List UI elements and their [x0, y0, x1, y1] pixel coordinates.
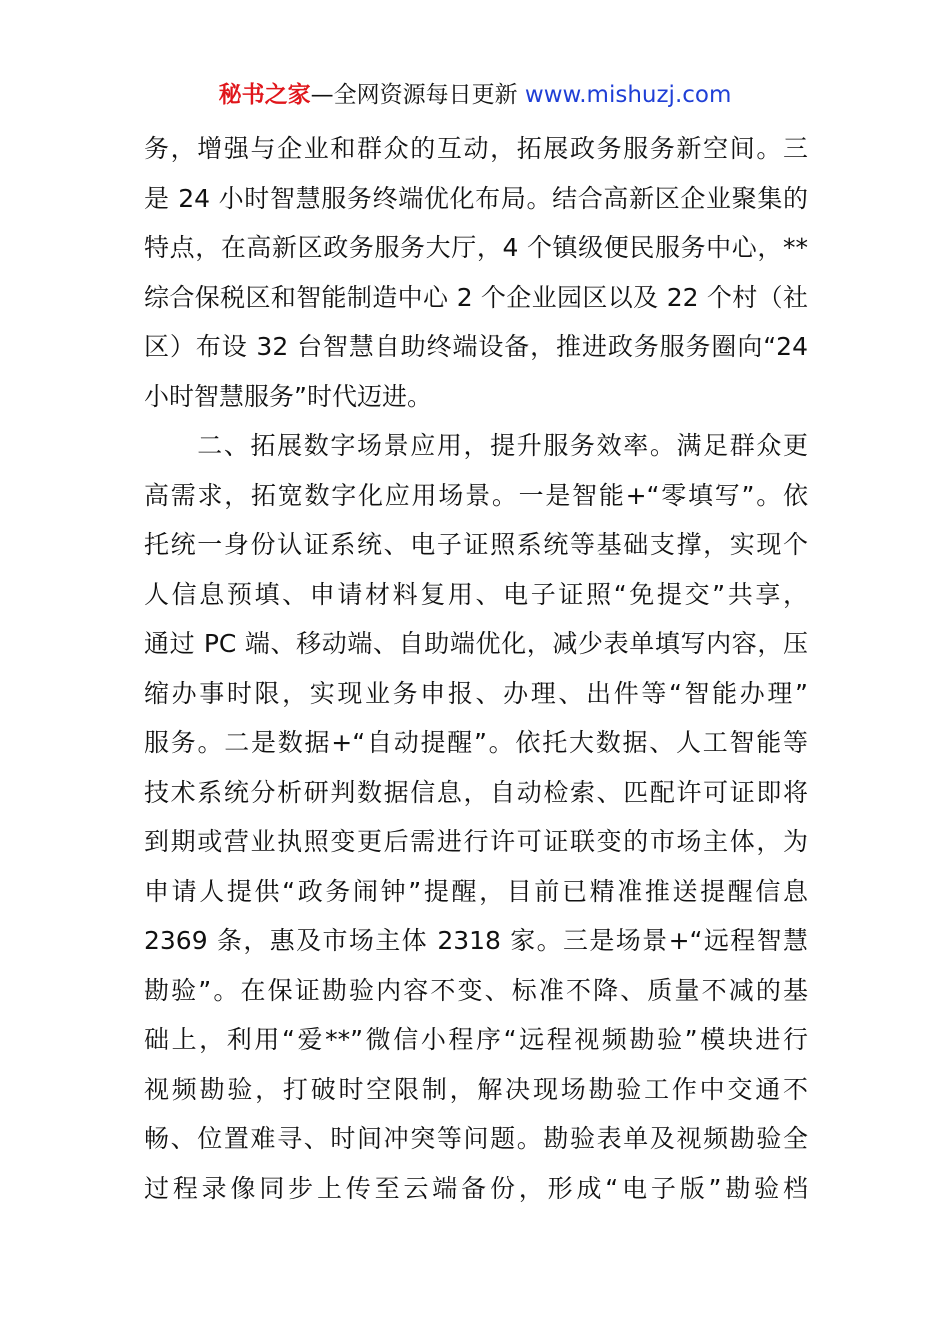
- text-line: 畅、位置难寻、时间冲突等问题。勘验表单及视频勘验全: [144, 1124, 808, 1153]
- text-line: 特点，在高新区政务服务大厅，4 个镇级便民服务中心，**: [144, 233, 808, 262]
- text-line: 础上，利用“爱**”微信小程序“远程视频勘验”模块进行: [144, 1025, 808, 1054]
- page-header: [0, 78, 950, 112]
- body-text: [144, 124, 808, 1213]
- text-line: 服务。二是数据+“自动提醒”。依托大数据、人工智能等: [144, 728, 808, 757]
- header-tagline: —全网资源每日更新: [310, 82, 525, 108]
- site-url-link[interactable]: www.mishuzj.com: [524, 82, 732, 108]
- text-line: 区）布设 32 台智慧自助终端设备，推进政务服务圈向“24: [144, 332, 808, 361]
- text-line: 到期或营业执照变更后需进行许可证联变的市场主体，为: [144, 827, 808, 856]
- text-line: 缩办事时限，实现业务申报、办理、出件等“智能办理”: [144, 678, 808, 708]
- text-line: 小时智慧服务”时代迈进。: [144, 381, 432, 411]
- text-line: 2369 条，惠及市场主体 2318 家。三是场景+“远程智慧: [144, 926, 808, 955]
- site-name: 秘书之家: [218, 82, 311, 108]
- text-line: 勘验”。在保证勘验内容不变、标准不降、质量不减的基: [144, 975, 808, 1005]
- text-line: 综合保税区和智能制造中心 2 个企业园区以及 22 个村（社: [144, 282, 808, 312]
- text-line: 是 24 小时智慧服务终端优化布局。结合高新区企业聚集的: [144, 183, 808, 213]
- text-line: 二、拓展数字场景应用，提升服务效率。满足群众更: [144, 431, 808, 460]
- text-line: 通过 PC 端、移动端、自助端优化，减少表单填写内容，压: [144, 629, 808, 658]
- text-line: 务，增强与企业和群众的互动，拓展政务服务新空间。三: [144, 134, 808, 163]
- text-line: 人信息预填、申请材料复用、电子证照“免提交”共享，: [144, 579, 808, 609]
- text-line: 技术系统分析研判数据信息，自动检索、匹配许可证即将: [144, 777, 808, 807]
- text-line: 视频勘验，打破时空限制，解决现场勘验工作中交通不: [144, 1074, 808, 1104]
- text-line: 高需求，拓宽数字化应用场景。一是智能+“零填写”。依: [144, 480, 808, 510]
- text-line: 托统一身份认证系统、电子证照系统等基础支撑，实现个: [144, 530, 808, 559]
- text-line: 过程录像同步上传至云端备份，形成“电子版”勘验档: [144, 1173, 808, 1203]
- text-line: 申请人提供“政务闹钟”提醒，目前已精准推送提醒信息: [144, 876, 808, 906]
